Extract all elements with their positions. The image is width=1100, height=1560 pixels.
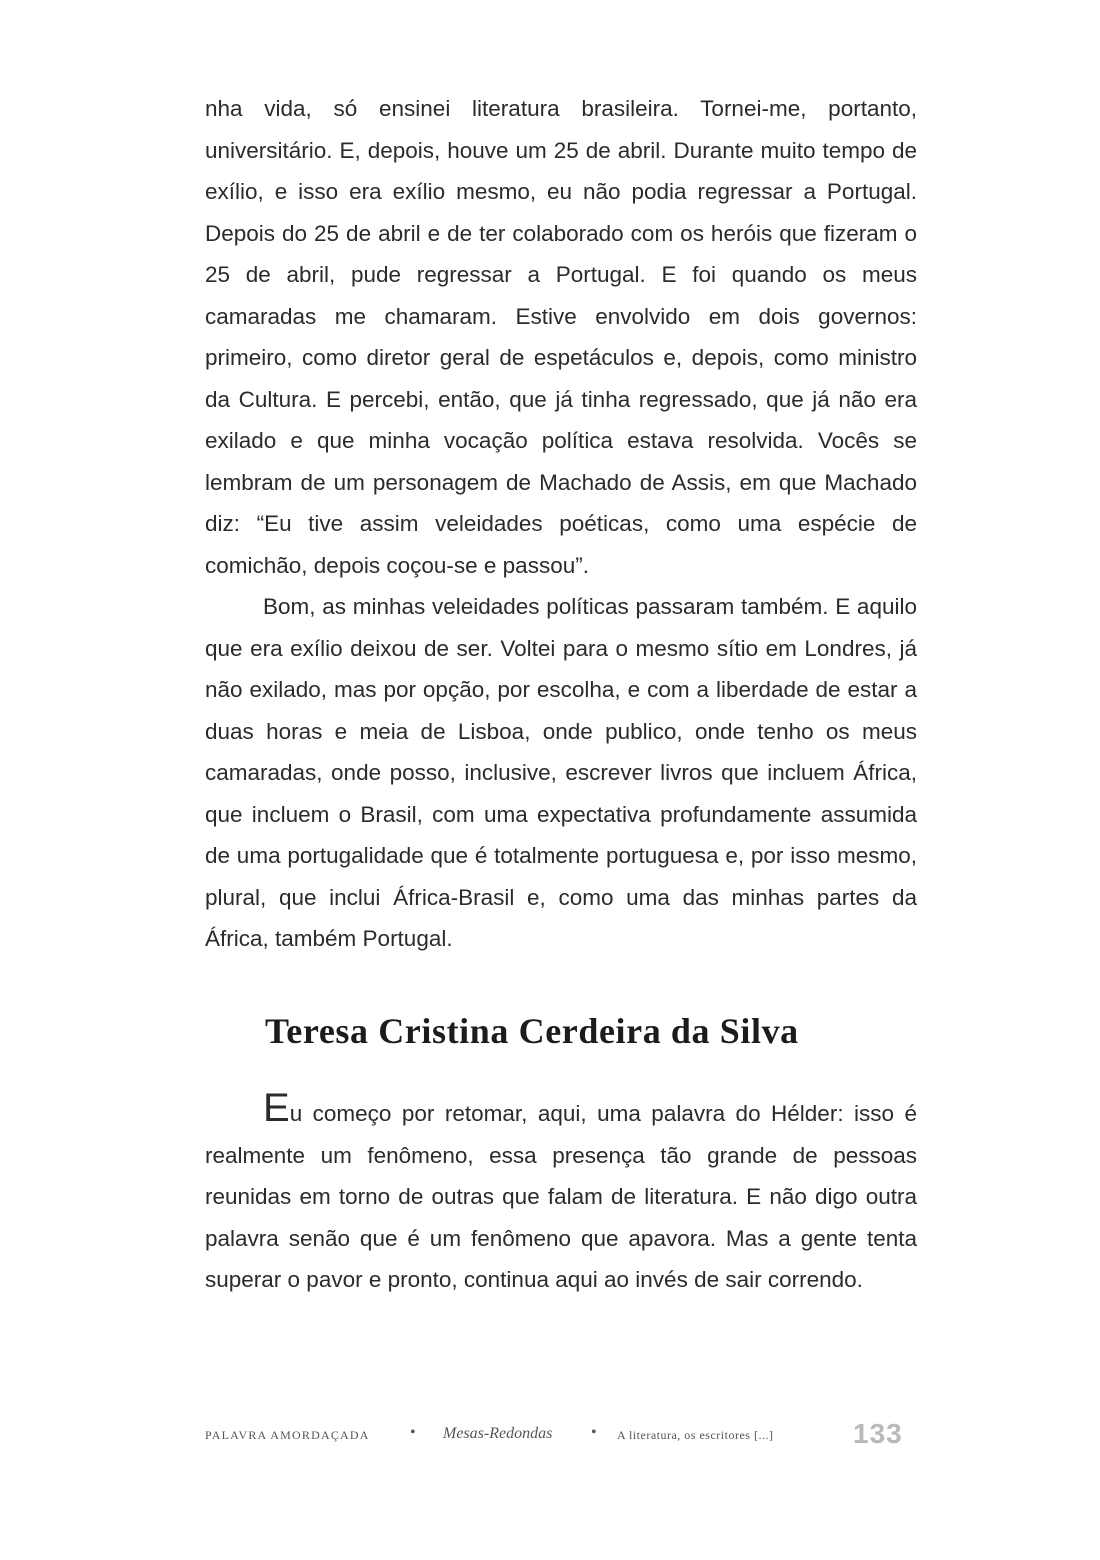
body-paragraph-1: nha vida, só ensinei literatura brasileira. Tornei-me, portanto, universitário. E, depois, houve um 25 de abril. Durante muito tempo de exílio, e isso era exílio mesmo, eu não podia regressar a Portugal. Depois do 25 de abril e de ter colaborado com os heróis que fizeram o 25 de abril, pude regressar a Portugal. E foi quando os meus camaradas me chamaram. Estive envolvido em dois governos: primeiro, como diretor geral de espetáculos e, depois, como ministro da Cultura. E percebi, então, que já tinha regressado, que já não era exilado e que minha vocação política estava resolvida. Vocês se lembram de um personagem de Machado de Assis, em que Machado diz: “Eu tive assim veleidades poéticas, como uma espécie de comichão, depois coçou-se e passou”. xyxy=(205,96,917,578)
page-footer xyxy=(205,1420,920,1450)
footer-chapter: A literatura, os escritores [...] xyxy=(617,1428,774,1442)
section-paragraph-text: u começo por retomar, aqui, uma palavra do Hélder: isso é realmente um fenômeno, essa presença tão grande de pessoas reunidas em torno de outras que falam de literatura. E não digo outra palavra senão que é um fenômeno que apavora. Mas a gente tenta superar o pavor e pronto, continua aqui ao invés de sair correndo. xyxy=(205,1101,917,1292)
body-paragraph-2: Bom, as minhas veleidades políticas passaram também. E aquilo que era exílio deixou de ser. Voltei para o mesmo sítio em Londres, já não exilado, mas por opção, por escolha, e com a liberdade de estar a duas horas e meia de Lisboa, onde publico, onde tenho os meus camaradas, onde posso, inclusive, escrever livros que incluem África, que incluem o Brasil, com uma expectativa profundamente assumida de uma portugalidade que é totalmente portuguesa e, por isso mesmo, plural, que inclui África-Brasil e, como uma das minhas partes da África, também Portugal. xyxy=(205,594,917,951)
footer-series: Mesas-Redondas xyxy=(443,1425,553,1442)
section-paragraph xyxy=(205,1086,917,1301)
page-content xyxy=(205,88,917,1292)
footer-separator: • xyxy=(591,1424,597,1441)
drop-cap: E xyxy=(263,1086,290,1130)
footer-separator: • xyxy=(410,1424,416,1441)
section-body xyxy=(205,1086,917,1301)
section-heading: Teresa Cristina Cerdeira da Silva xyxy=(265,1011,799,1051)
footer-book-title: PALAVRA AMORDAÇADA xyxy=(205,1428,370,1442)
page-number: 133 xyxy=(853,1418,903,1449)
